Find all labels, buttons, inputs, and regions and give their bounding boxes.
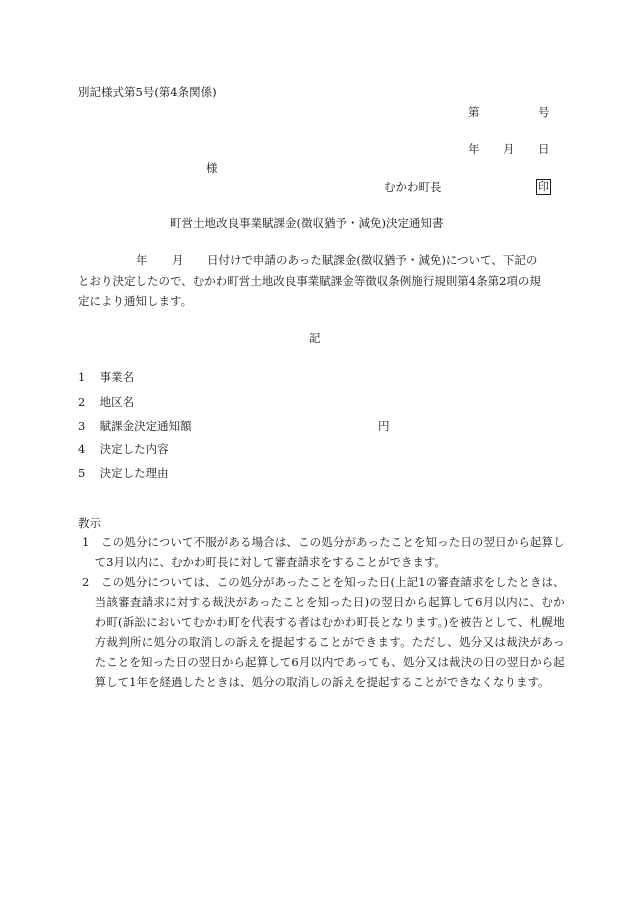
item-number: 5 — [78, 466, 86, 480]
item-number: 3 — [78, 419, 86, 433]
body-line-3: 定により通知します。 — [78, 294, 193, 308]
item-label: 決定した内容 — [99, 442, 169, 456]
amount-unit: 円 — [378, 419, 390, 433]
body-date-month: 月 — [172, 253, 184, 267]
item-number: 1 — [78, 370, 86, 384]
notice-item: 1 この処分について不服がある場合は、この処分があったことを知った日の翌日から起算して3月以内に、むかわ町長に対して審査請求をすることができます。 — [82, 535, 565, 569]
body-line-1: 日付けで申請のあった賦課金(徴収猶予・減免)について、下記の — [207, 253, 538, 267]
doc-number-prefix: 第 — [468, 105, 480, 119]
date-day: 日 — [538, 142, 550, 156]
seal-icon: 印 — [538, 180, 549, 193]
date-month: 月 — [503, 142, 515, 156]
body-line-2: とおり決定したので、むかわ町営土地改良事業賦課金等徴収条例施行規則第4条第2項の規 — [78, 274, 541, 288]
date-year: 年 — [468, 142, 480, 156]
item-row — [78, 369, 134, 385]
item-label: 地区名 — [99, 395, 135, 409]
item-row — [78, 441, 169, 457]
item-row — [78, 394, 134, 410]
body-date-year: 年 — [136, 253, 148, 267]
item-label: 賦課金決定通知額 — [99, 419, 192, 433]
item-number: 4 — [78, 442, 86, 456]
form-number: 別記様式第5号(第4条関係) — [78, 85, 217, 99]
notice-heading: 教示 — [78, 516, 101, 530]
ki-heading: 記 — [309, 331, 321, 345]
addressee-suffix: 様 — [206, 161, 218, 175]
doc-number-suffix: 号 — [538, 105, 550, 119]
item-number: 2 — [78, 395, 86, 409]
item-label: 決定した理由 — [99, 466, 169, 480]
document-title: 町営土地改良事業賦課金(徴収猶予・減免)決定通知書 — [170, 216, 444, 230]
issuer-name: むかわ町長 — [384, 180, 442, 194]
seal-mark — [536, 178, 551, 195]
notice-item: 2 この処分については、この処分があったことを知った日(上記1の審査請求をしたときは、当該審査請求に対する裁決があったことを知った日)の翌日から起算して6月以内に、むかわ町(訴訟においてむかわ町を代表する者はむかわ町長となります。)を被告として、札幌地方裁判所に処分の取消しの訴えを提起することができます。ただし、処分又は裁決があったことを知った日の翌日から起算して6月以内であっても、処分又は裁決の日の翌日から起算して1年を経過したときは、処分の取消しの訴えを提起することができなくなります。 — [82, 575, 565, 689]
item-row — [78, 418, 192, 434]
item-row — [78, 465, 169, 481]
item-label: 事業名 — [99, 370, 135, 384]
